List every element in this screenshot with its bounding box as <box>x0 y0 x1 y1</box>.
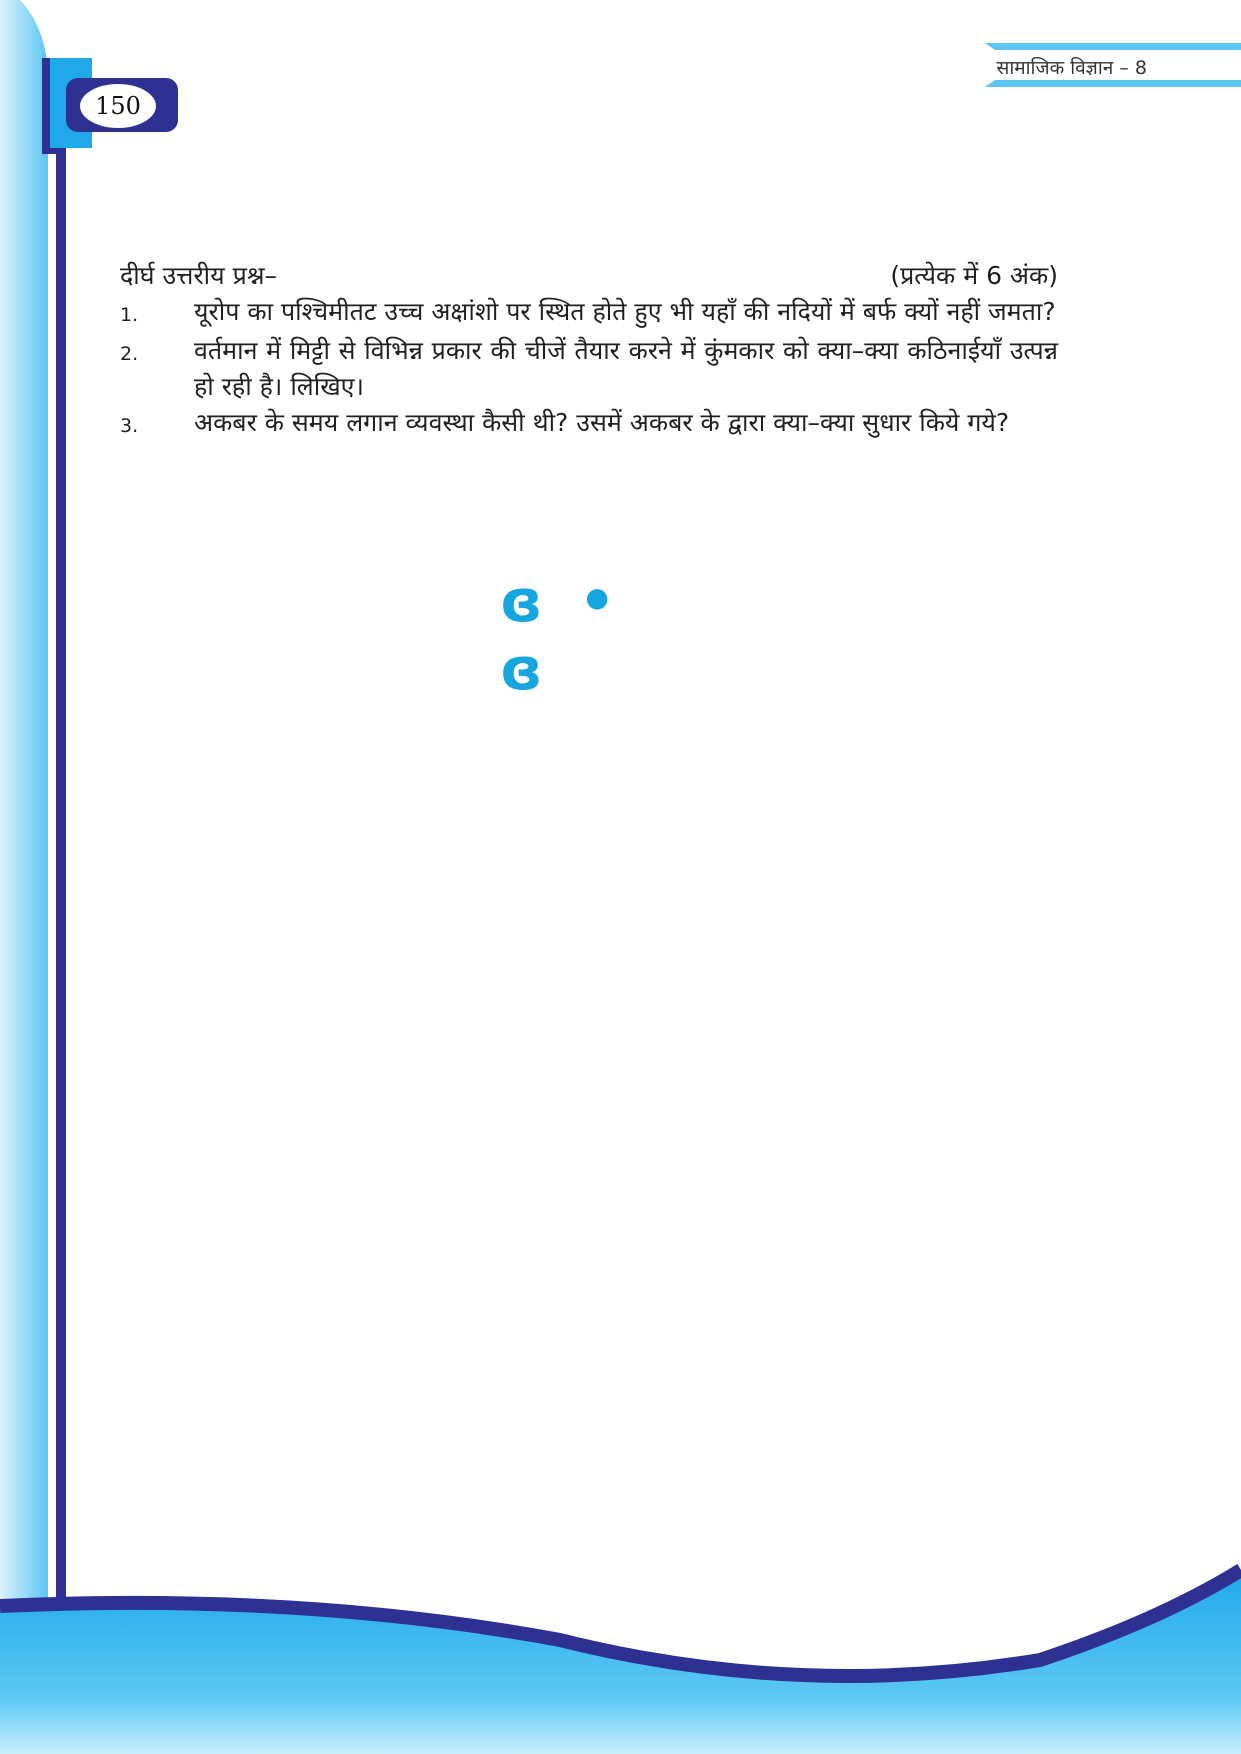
page-number: 150 <box>95 92 141 120</box>
section-title: दीर्घ उत्तरीय प्रश्न– <box>120 261 277 290</box>
question-number: 3. <box>120 415 139 437</box>
section-end-ornament: ɞ • ɞ <box>500 567 624 703</box>
question-text: वर्तमान में मिट्टी से विभिन्न प्रकार की चीजें तैयार करने में कुंमकार को क्या–क्या कठिनाईयाँ उत्पन्न हो रही है। लिखिए। <box>194 336 1058 401</box>
question-item <box>120 405 1058 444</box>
section-heading-row <box>120 258 1058 294</box>
question-item <box>120 333 1058 405</box>
question-number: 2. <box>120 343 139 365</box>
question-number: 1. <box>120 304 139 326</box>
question-text: अकबर के समय लगान व्यवस्था कैसी थी? उसमें अकबर के द्वारा क्या–क्या सुधार किये गये? <box>194 408 1010 437</box>
question-item <box>120 294 1058 333</box>
section-marks: (प्रत्येक में 6 अंक) <box>890 261 1058 290</box>
header-title: सामाजिक विज्ञान – 8 <box>996 57 1147 79</box>
question-text: यूरोप का पश्चिमीतट उच्च अक्षांशो पर स्थित होते हुए भी यहाँ की नदियों में बर्फ क्यों नहीं जमता? <box>194 297 1056 326</box>
question-section <box>120 258 1058 444</box>
